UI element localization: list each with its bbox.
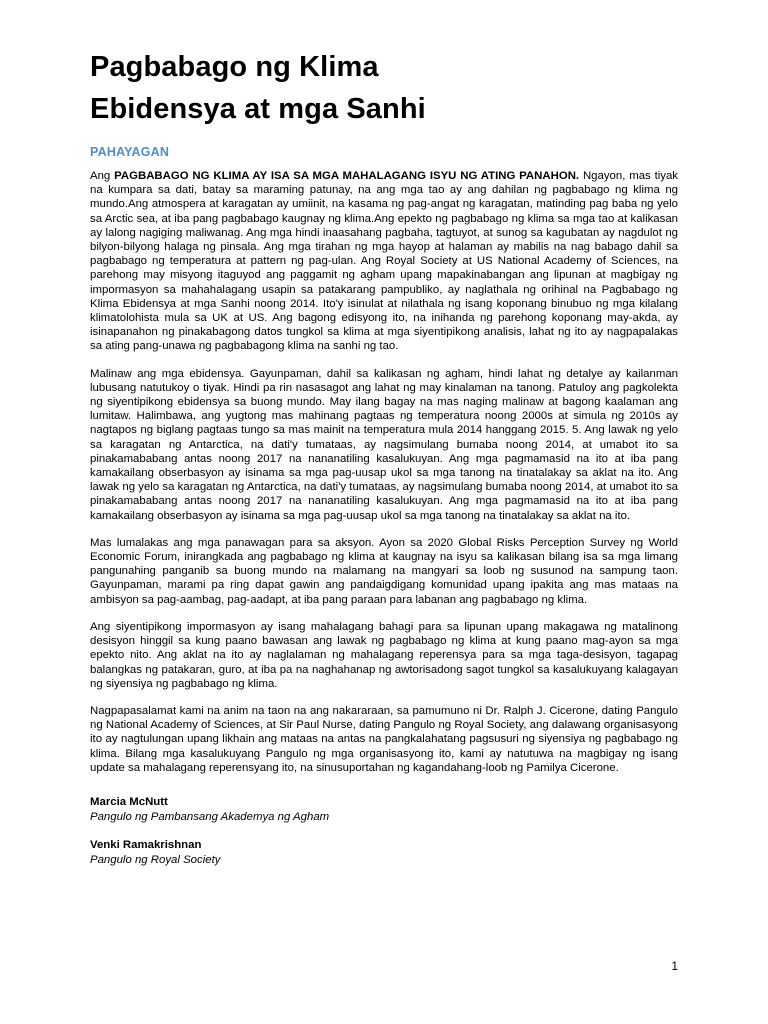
signature-section [90,795,678,868]
paragraph-4: Ang siyentipikong impormasyon ay isang mahalagang bahagi para sa lipunan upang makagawa ng matalinong desisyon hinggil sa kung paano bawasan ang lawak ng pagbabago ng klima at kung paano mag-ayon sa mga epekto nito. Ang aklat na ito ay naglalaman ng mahalagang reperensya para sa mga taga-desisyon, tagapag balangkas ng patakaran, guro, at iba pa na naghahanap ng awtorisadong sagot tungkol sa kasalukuyang kalagayan ng siyensiya ng pagbabago ng klima. [90,620,678,690]
signatory-2 [90,838,678,868]
signatory-1 [90,795,678,825]
signatory-name: Marcia McNutt [90,795,168,808]
paragraph-2: Malinaw ang mga ebidensya. Gayunpaman, dahil sa kalikasan ng agham, hindi lahat ng detalye ay kailanman lubusang natutukoy o tiyak. Hindi pa rin nasasagot ang lahat ng may kinalaman na tanong. Patuloy ang pagkolekta ng siyentipikong ebidensya sa buong mundo. May ilang bagay na mas naging malinaw at bagong kaalaman ang lumitaw. Halimbawa, ang yugtong mas mahinang pagtaas ng temperatura noong 2000s at simula ng 2010s ay nagtapos ng biglang pagtaas tungo sa mas mainit na temperatura mula 2014 hanggang 2015. 5. Ang lawak ng yelo sa karagatan ng Antarctica, na dati'y tumataas, ay nagsimulang bumaba noong 2014, at umabot ito sa pinakamababang antas noong 2017 na nananatiling kasalukuyan. Ang mga pagmamasid na ito at iba pang kamakailang obserbasyon ay isinama sa mga pag-uusap ukol sa mga tanong na tinatalakay sa aklat na ito. Ang lawak ng yelo sa karagatan ng Antarctica, na dati'y tumataas, ay nagsimulang bumaba noong 2014, at umabot ito sa pinakamababang antas noong 2017 na nananatiling kasalukuyan. Ang mga pagmamasid na ito at iba pang kamakailang obserbasyon ay isinama sa mga pag-uusap ukol sa mga tanong na tinatalakay sa aklat na ito. [90,367,678,522]
signatory-title: Pangulo ng Royal Society [90,853,221,866]
paragraph-3: Mas lumalakas ang mga panawagan para sa aksyon. Ayon sa 2020 Global Risks Perception Survey ng World Economic Forum, inirangkada ang pagbabago ng klima at kaugnay na isyu sa kalikasan bilang isa sa mga limang pangunahing panganib sa buong mundo na malamang na mangyari sa loob ng susunod na sampung taon. Gayunpaman, marami pa ring dapat gawin ang pandaigdigang komunidad upang ipakita ang mas mataas na ambisyon sa pag-aambag, pag-aadapt, at iba pang paraan para labanan ang pagbabago ng klima. [90,536,678,606]
page-number: 1 [671,959,678,973]
signatory-name: Venki Ramakrishnan [90,838,202,851]
document-page [90,46,678,881]
paragraph-1-rest: Ngayon, mas tiyak na kumpara sa dati, batay sa maraming patunay, na ang mga tao ay ang dahilan ng pagbabago ng klima ng mundo.Ang atmospera at karagatan ay umiinit, na kasama ng pag-angat ng karagatan, matinding pag baba ng yelo sa Arctic sea, at iba pang pagbabago kaugnay ng klima.Ang epekto ng pagbabago ng klima sa mga tao at kalikasan ay lalong nagiging maliwanag. Ang mga hindi inaasahang pagbaha, tagtuyot, at sunog sa kagubatan ay nagdulot ng bilyon-bilyong halaga ng pinsala. Ang mga tirahan ng mga hayop at halaman ay mabilis na nag babago dahil sa pagbabago ng temperatura at pattern ng pag-ulan. Ang Royal Society at US National Academy of Sciences, na parehong may misyong itaguyod ang paggamit ng agham upang mapakinabangan ang lipunan at magbigay ng impormasyon sa mahahalagang usapin sa patakarang pampubliko, ay naglathala ng orihinal na Pagbabago ng Klima Ebidensya at mga Sanhi noong 2014. Ito'y isinulat at nilathala ng isang koponang binubuo ng mga kilalang klimatolohista mula sa UK at US. Ang bagong edisyong ito, na inihanda ng parehong koponang may-akda, ay isinapanahon ng pinakabagong datos tungkol sa klima at mga siyentipikong analisis, lahat ng ito ay nagpapalakas sa ating pang-unawa ng pagbabagong klima na sanhi ng tao. [90,170,678,353]
title-line-1: Pagbabago ng Klima [90,51,379,83]
paragraph-1-bold: PAGBABAGO NG KLIMA AY ISA SA MGA MAHALAGANG ISYU NG ATING PANAHON. [114,170,580,182]
paragraph-1 [90,169,678,354]
title-line-2: Ebidensya at mga Sanhi [90,93,426,125]
signatory-title: Pangulo ng Pambansang Akademya ng Agham [90,810,330,823]
document-title [90,46,678,130]
section-label: PAHAYAGAN [90,145,170,159]
paragraph-1-intro: Ang [90,170,111,182]
paragraph-5: Nagpapasalamat kami na anim na taon na ang nakararaan, sa pamumuno ni Dr. Ralph J. Cicerone, dating Pangulo ng National Academy of Sciences, at Sir Paul Nurse, dating Pangulo ng Royal Society, ang dalawang organisasyong ito ay nagtulungan upang likhain ang mataas na antas na pangkalahatang pagsusuri ng siyensiya ng pagbabago ng klima. Bilang mga kasalukuyang Pangulo ng mga organisasyong ito, kami ay natutuwa na magbigay ng isang update sa mahalagang reperensyang ito, na sinusuportahan ng kagandahang-loob ng Pamilya Cicerone. [90,704,678,774]
